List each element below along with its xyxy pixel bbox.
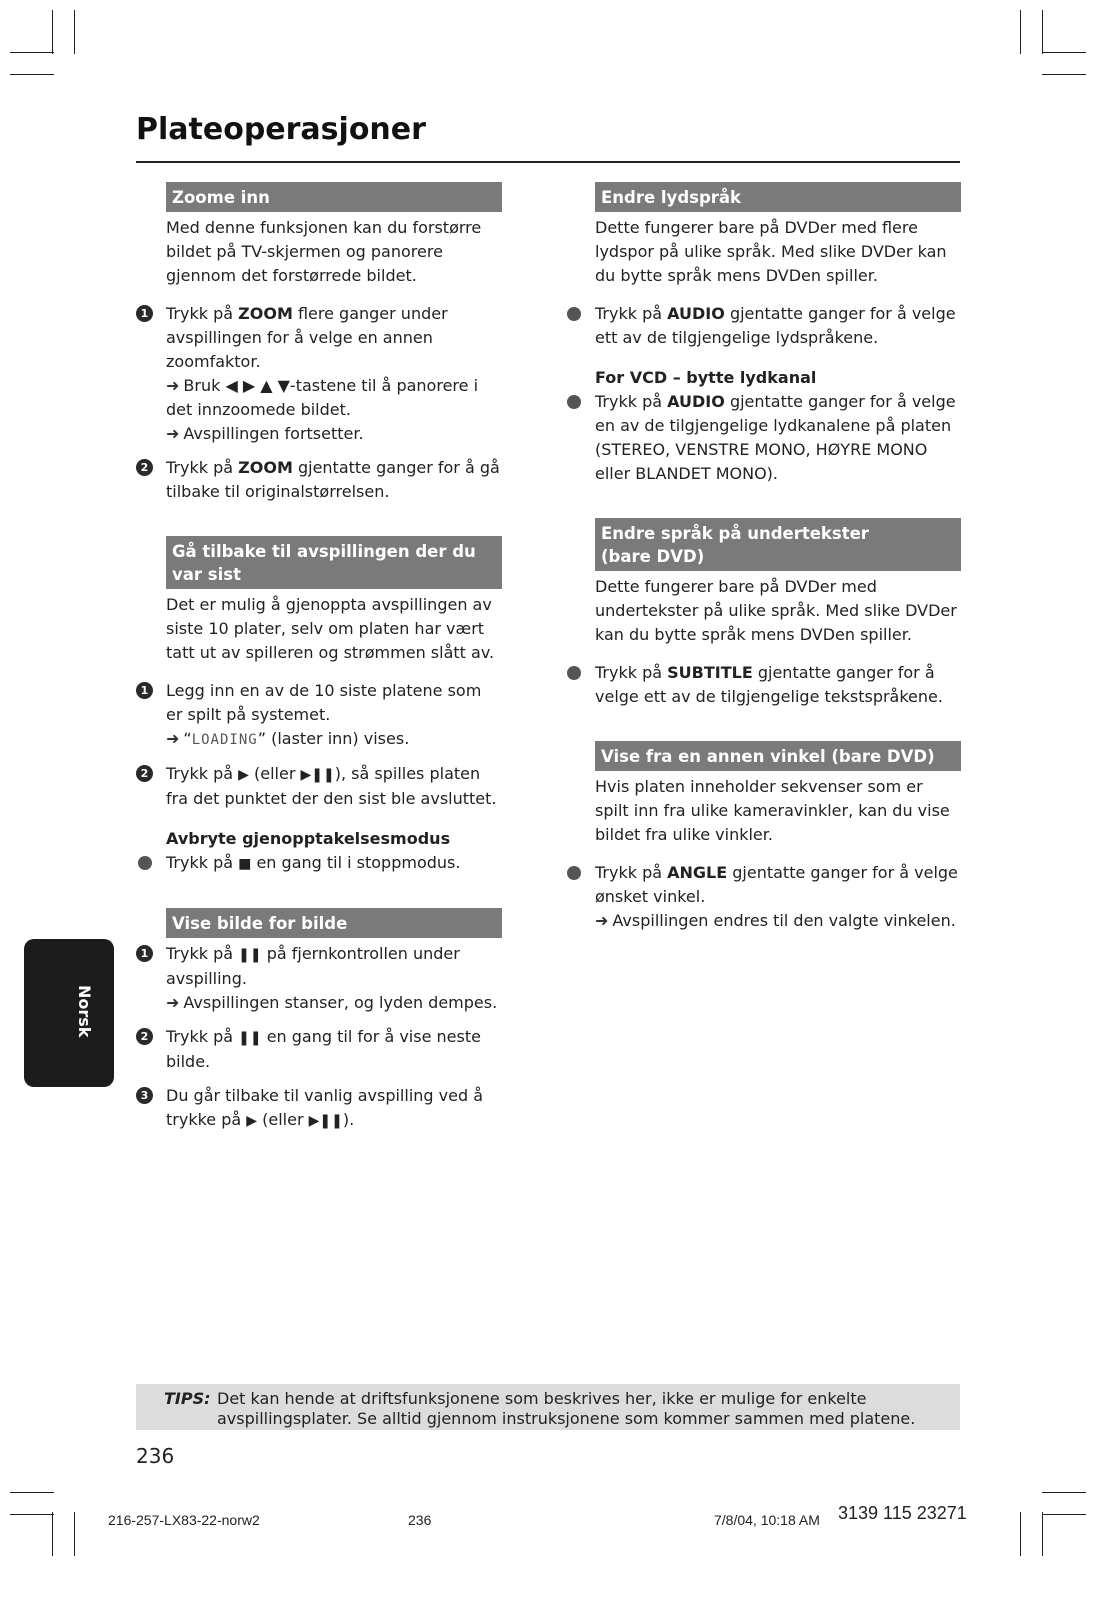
footer-number: 3139 115 23271 [838,1503,967,1523]
step-number-icon: 2 [136,1028,153,1045]
subtitle-item-1 [565,661,961,709]
zoom-step-2 [136,456,502,504]
page-title: Plateoperasjoner [136,112,426,147]
pause-icon: ❚❚ [238,947,262,963]
step-text: (eller [257,1110,309,1129]
angle-section [565,741,961,933]
tips-box [136,1384,960,1430]
crop-mark [74,10,75,54]
angle-item-1 [565,861,961,933]
angle-key-label: ANGLE [667,863,728,882]
language-tab-label: Norsk [75,985,94,1038]
step-text: Trykk på [166,853,239,872]
cancel-resume-item [136,851,502,876]
play-icon: ▶ [238,767,249,783]
note-text: ” (laster inn) vises. [257,729,410,748]
step-text: gjentatte ganger for å gå tilbake til originalstørrelsen. [166,458,500,501]
cancel-resume-heading: Avbryte gjenopptakelsesmodus [166,829,451,848]
step-text: Trykk på [166,1027,239,1046]
zoom-section [136,182,502,504]
crop-mark [1042,1514,1086,1515]
step-text: Trykk på [595,663,668,682]
crop-mark [1042,1492,1086,1493]
angle-heading: Vise fra en annen vinkel (bare DVD) [595,741,961,771]
resume-section [136,536,502,876]
step-text: Trykk på [166,764,239,783]
audio-item-2 [565,390,961,486]
zoom-key-label: ZOOM [238,304,293,323]
step-number-icon: 1 [136,305,153,322]
audio-item-1 [565,302,961,350]
step-number-icon: 2 [136,459,153,476]
footer-page: 236 [408,1512,432,1528]
subtitle-heading-line: (bare DVD) [601,547,705,566]
step-text: Legg inn en av de 10 siste platene som er spilt på systemet. [166,681,482,724]
step-text: Du går tilbake til vanlig avspilling ved å trykke på [166,1086,484,1129]
arrow-right-icon: ➜ [166,729,180,748]
pause-icon: ❚❚ [238,1030,262,1046]
crop-mark [10,52,54,53]
zoom-intro: Med denne funksjonen kan du forstørre bildet på TV-skjermen og panorere gjennom det forstørrede bildet. [166,218,482,285]
play-icon: ▶ [246,1113,258,1129]
left-column [136,182,502,1165]
step-text: en gang til for å vise neste bilde. [166,1027,481,1071]
zoom-note-pan [166,374,502,422]
step-text: Trykk på [595,392,668,411]
angle-intro: Hvis platen inneholder sekvenser som er spilt inn fra ulike kameravinkler, kan du vise bildet fra ulike vinkler. [595,777,950,844]
step-text: gjentatte ganger for å velge ett av de tilgjengelige lydspråkene. [595,304,956,347]
zoom-step-1 [136,302,502,446]
zoom-note-continue [166,422,502,446]
step-text: Trykk på [166,944,239,963]
crop-mark [1042,1512,1043,1556]
audio-section [565,182,961,486]
zoom-key-label: ZOOM [238,458,293,477]
tips-text: Det kan hende at driftsfunksjonene som beskrives her, ikke er mulige for enkelte avspillingsplater. Se alltid gjennom instruksjonene som kommer sammen med platene. [217,1389,916,1428]
resume-intro: Det er mulig å gjenoppta avspillingen av siste 10 plater, selv om platen har vært tatt ut av spilleren og strømmen slått av. [166,595,495,662]
subtitle-intro: Dette fungerer bare på DVDer med undertekster på ulike språk. Med slike DVDer kan du bytte språk mens DVDen spiller. [595,577,957,644]
play-pause-icon: ▶❚❚ [308,1113,343,1129]
language-tab [24,939,114,1087]
frame-step-1 [136,942,502,1015]
step-text: ), så spilles platen fra det punktet der den sist ble avsluttet. [166,764,497,808]
step-text: (eller [248,764,301,783]
bullet-icon [567,866,581,880]
arrow-right-icon: ➜ [166,376,180,395]
crop-mark [1042,52,1086,53]
step-number-icon: 1 [136,945,153,962]
note-text: Bruk ◀ ▶ ▲ ▼-tastene til å panorere i det innzoomede bildet. [166,376,479,419]
audio-key-label: AUDIO [667,392,725,411]
bullet-icon [567,666,581,680]
stop-icon: ■ [238,856,252,872]
resume-note-loading: ➜ “LOADING” (laster inn) vises. [166,729,410,748]
frame-step-2 [136,1025,502,1074]
audio-intro: Dette fungerer bare på DVDer med flere lydspor på ulike språk. Med slike DVDer kan du bytte språk mens DVDen spiller. [595,218,947,285]
step-number-icon: 1 [136,682,153,699]
right-column [565,182,961,965]
step-text: ). [342,1110,355,1129]
vcd-heading: For VCD – bytte lydkanal [595,368,817,387]
step-text: Trykk på [595,863,668,882]
arrow-right-icon: ➜ [166,993,180,1012]
footer-date: 7/8/04, 10:18 AM [714,1512,820,1528]
bullet-icon [567,395,581,409]
crop-mark [10,1514,54,1515]
bullet-icon [567,307,581,321]
tips-label: TIPS: [164,1389,211,1408]
note-text: Avspillingen endres til den valgte vinkelen. [612,911,956,930]
subtitle-heading-line: Endre språk på undertekster [601,524,869,543]
resume-step-2 [136,762,502,811]
resume-step-1 [136,679,502,752]
lcd-display-text: LOADING [191,732,258,748]
step-number-icon: 3 [136,1087,153,1104]
step-text: på fjernkontrollen under avspilling. [166,944,460,988]
crop-mark [10,74,54,75]
frame-section [136,908,502,1133]
step-number-icon: 2 [136,765,153,782]
arrow-right-icon: ➜ [166,424,180,443]
play-pause-icon: ▶❚❚ [300,767,335,783]
crop-mark [1020,1512,1021,1556]
bullet-icon [138,856,152,870]
crop-mark [1020,10,1021,54]
crop-mark [1042,10,1043,54]
step-text: gjentatte ganger for å velge en av de tilgjengelige lydkanalene på platen (STEREO, VENSTRE MONO, HØYRE MONO eller BLANDET MONO). [595,392,956,483]
frame-step-3 [136,1084,502,1133]
step-text: gjentatte ganger for å velge ett av de tilgjengelige tekstspråkene. [595,663,943,706]
audio-heading: Endre lydspråk [595,182,961,212]
step-text: Trykk på [166,304,239,323]
frame-heading: Vise bilde for bilde [166,908,502,938]
crop-mark [52,1512,53,1556]
note-text: Avspillingen stanser, og lyden dempes. [183,993,498,1012]
crop-mark [10,1492,54,1493]
arrow-right-icon: ➜ [595,911,609,930]
zoom-heading: Zoome inn [166,182,502,212]
frame-note [166,991,502,1015]
step-text: Trykk på [166,458,239,477]
crop-mark [74,1512,75,1556]
title-rule [136,161,960,163]
audio-key-label: AUDIO [667,304,725,323]
step-text: en gang til i stoppmodus. [251,853,461,872]
step-text: Trykk på [595,304,668,323]
subtitle-section [565,518,961,709]
subtitle-heading [595,518,961,571]
resume-heading: Gå tilbake til avspillingen der du var sist [166,536,502,589]
crop-mark [52,10,53,54]
angle-note [595,909,961,933]
footer-code: 216-257-LX83-22-norw2 [108,1512,260,1528]
step-text: gjentatte ganger for å velge ønsket vinkel. [595,863,958,906]
note-text: Avspillingen fortsetter. [183,424,364,443]
page-number: 236 [136,1444,175,1468]
step-text: flere ganger under avspillingen for å velge en annen zoomfaktor. [166,304,448,371]
crop-mark [1042,74,1086,75]
subtitle-key-label: SUBTITLE [667,663,753,682]
